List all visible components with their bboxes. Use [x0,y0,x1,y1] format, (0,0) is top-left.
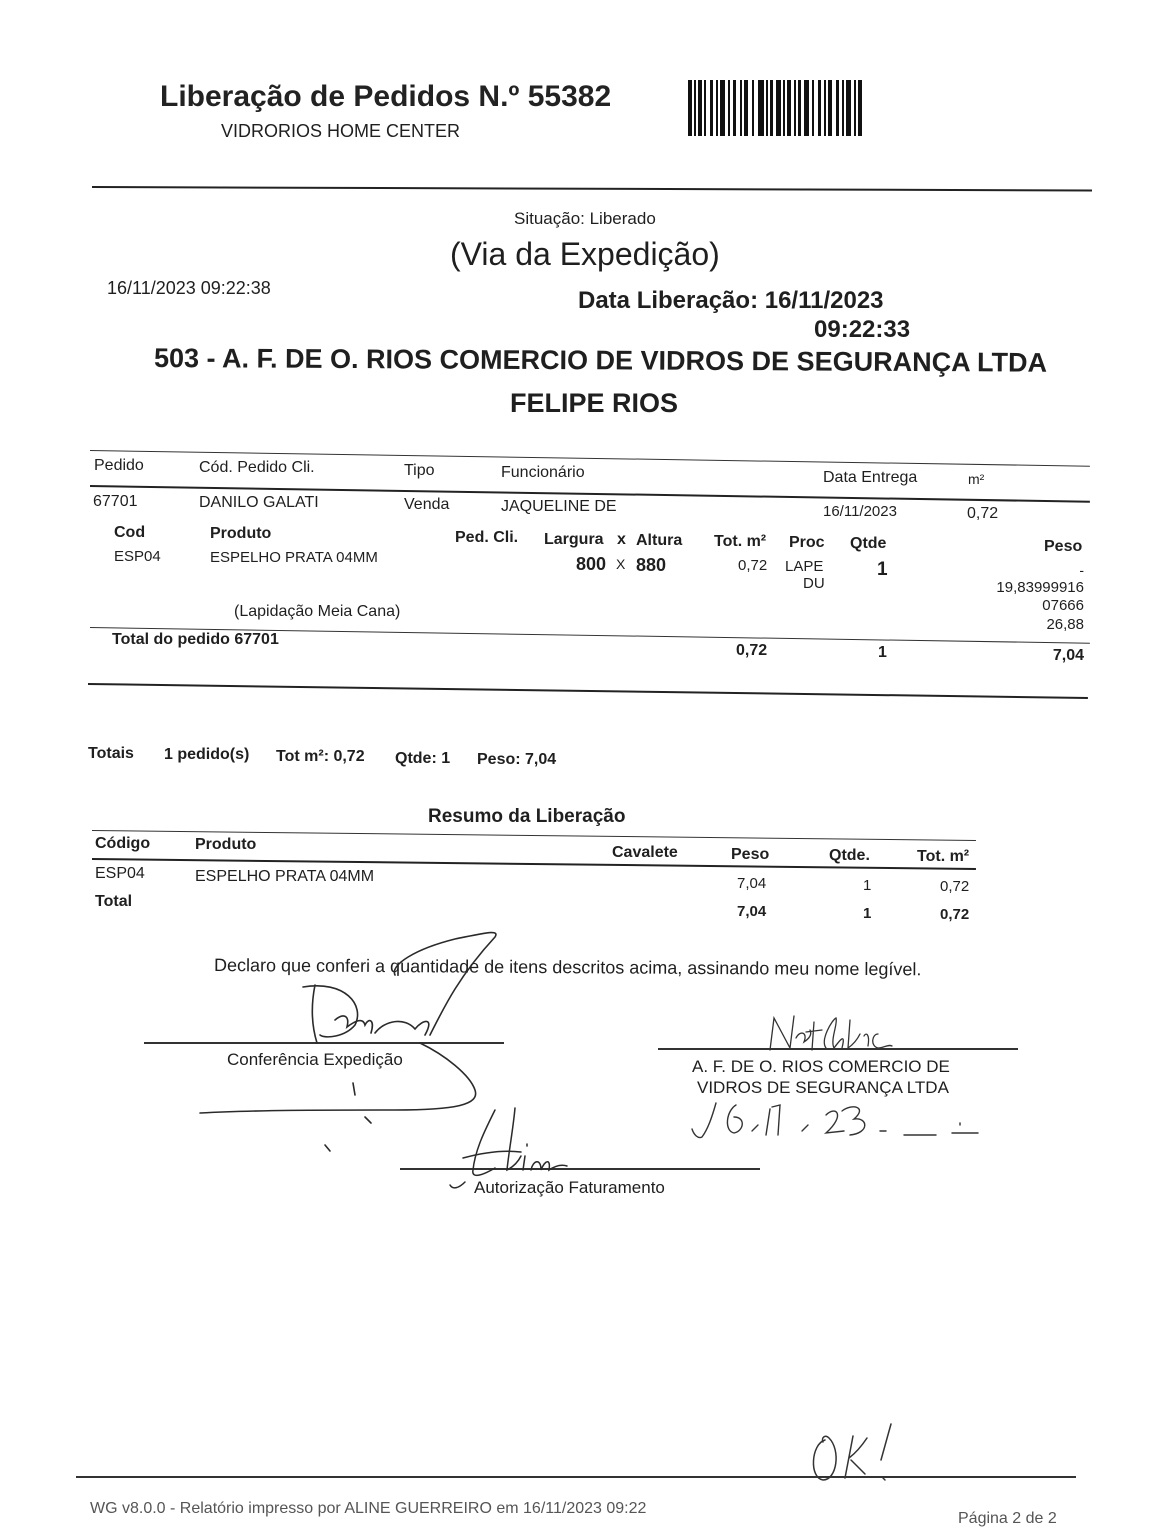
items-col-cod: Cod [114,524,146,541]
items-col-proc: Proc [789,534,825,551]
m2-value: 0,72 [967,505,999,522]
handwritten-date [690,1095,980,1145]
tipo-value: Venda [404,496,450,513]
conferencia-label: Conferência Expedição [227,1050,403,1069]
data-liberacao: Data Liberação: 16/11/2023 [578,287,884,314]
resumo-row-tot-m2: 0,72 [940,878,970,895]
resumo-title: Resumo da Liberação [428,806,626,827]
divider [88,683,1088,699]
item-obs: (Lapidação Meia Cana) [234,603,401,620]
resumo-row-codigo: ESP04 [95,865,145,882]
client-name: 503 - A. F. DE O. RIOS COMERCIO DE VIDROS DE SEGURANÇA LTDA [153,343,1048,378]
data-entrega-value: 16/11/2023 [823,503,897,520]
resumo-total-peso: 7,04 [737,903,767,920]
pedido-value: 67701 [93,493,138,510]
col-funcionario: Funcionário [501,464,585,481]
client-contact: FELIPE RIOS [510,388,679,418]
footer-divider [76,1476,1076,1478]
item-x: X [616,556,626,572]
resumo-col-produto: Produto [195,836,257,853]
item-tot-m2: 0,72 [738,557,768,574]
col-tipo: Tipo [404,462,435,479]
footer-page: Página 2 de 2 [958,1510,1057,1527]
item-proc-1: LAPE [785,558,824,575]
via-title: (Via da Expedição) [450,236,720,272]
resumo-total-label: Total [95,893,133,910]
order-total-label: Total do pedido 67701 [112,631,279,648]
printed-at: 16/11/2023 09:22:38 [107,278,271,298]
autorizacao-label: Autorização Faturamento [474,1178,665,1197]
item-altura: 880 [636,555,667,575]
resumo-col-tot-m2: Tot. m² [917,848,970,865]
item-peso-1: - [1079,562,1084,578]
barcode [688,80,864,138]
items-col-altura: Altura [636,532,683,549]
items-col-tot-m2: Tot. m² [714,533,767,550]
declaration-text: Declaro que conferi a quantidade de itens descritos acima, assinando meu nome legível. [213,955,922,980]
data-liberacao-time: 09:22:33 [814,316,911,343]
item-produto: ESPELHO PRATA 04MM [210,549,378,566]
col-data-entrega: Data Entrega [823,469,918,486]
totals-pedidos: 1 pedido(s) [164,746,250,763]
totals-qtde: Qtde: 1 [395,750,451,767]
order-total-m2: 0,72 [736,642,768,659]
totals-tot-m2: Tot m²: 0,72 [276,748,365,765]
resumo-total-tot-m2: 0,72 [940,906,970,923]
resumo-col-codigo: Código [95,835,151,852]
company-name: VIDRORIOS HOME CENTER [221,121,461,141]
totals-peso: Peso: 7,04 [477,751,557,768]
footer-left: WG v8.0.0 - Relatório impresso por ALINE GUERREIRO em 16/11/2023 09:22 [90,1500,647,1517]
items-col-x: x [617,531,626,548]
resumo-col-qtde: Qtde. [829,847,870,864]
item-qtde: 1 [877,559,888,580]
resumo-col-cavalete: Cavalete [612,844,678,861]
order-total-qtde: 1 [878,644,887,661]
funcionario-value: JAQUELINE DE [501,498,617,515]
handwritten-ok [805,1420,905,1490]
item-peso-3: 07666 [1042,597,1084,614]
resumo-row-qtde: 1 [863,877,872,894]
items-col-largura: Largura [544,531,604,548]
order-total-peso: 7,04 [1052,647,1084,664]
resumo-row-peso: 7,04 [737,875,767,892]
divider [92,186,1092,191]
items-col-ped-cli: Ped. Cli. [455,529,519,546]
items-col-peso: Peso [1044,538,1083,555]
resumo-row-produto: ESPELHO PRATA 04MM [195,868,375,885]
items-col-qtde: Qtde [850,535,887,552]
col-pedido: Pedido [94,457,144,474]
item-proc-2: DU [803,575,825,592]
company-sign-1: A. F. DE O. RIOS COMERCIO DE [692,1057,950,1076]
resumo-total-qtde: 1 [863,905,872,922]
item-cod: ESP04 [114,548,161,565]
item-largura: 800 [576,554,607,574]
company-sign-2: VIDROS DE SEGURANÇA LTDA [697,1078,949,1097]
item-peso-2: 19,83999916 [996,579,1084,596]
totals-label: Totais [88,745,134,762]
handwritten-signature-company [760,1010,900,1060]
situacao: Situação: Liberado [514,209,656,228]
resumo-col-peso: Peso [731,846,770,863]
handwritten-signature-autorizacao [445,1100,585,1195]
report-title: Liberação de Pedidos N.º 55382 [160,80,612,113]
cod-pedido-cli-value: DANILO GALATI [199,494,319,511]
items-col-produto: Produto [210,525,272,542]
col-cod-pedido-cli: Cód. Pedido Cli. [199,459,315,476]
col-m2: m² [968,471,985,487]
item-peso-4: 26,88 [1046,616,1084,633]
